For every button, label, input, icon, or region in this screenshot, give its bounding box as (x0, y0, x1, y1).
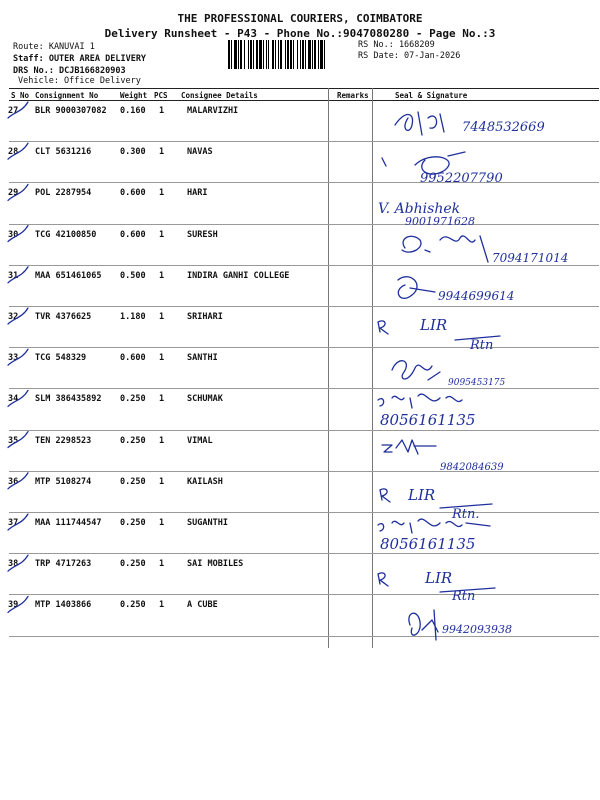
serial-tick-mark (8, 596, 28, 612)
lir-note-38: LIR (425, 569, 453, 587)
row-serial-number: 37 (8, 518, 19, 528)
serial-tick-mark (8, 349, 28, 365)
serial-tick-mark (8, 267, 28, 283)
signature-row-30 (402, 236, 568, 265)
pcs-value: 1 (159, 476, 165, 487)
rs-number: RS No.: 1668209 (358, 40, 435, 50)
pcs-value: 1 (159, 147, 165, 158)
signature-row-28 (382, 152, 503, 186)
phone-note-33: 9095453175 (448, 378, 506, 388)
consignment-number: POL 2287954 (35, 188, 92, 199)
consignment-number: TCG 548329 (35, 353, 87, 364)
phone-note-35: 9842084639 (440, 462, 504, 473)
pcs-value: 1 (159, 600, 165, 611)
consignee-name: A CUBE (187, 600, 218, 611)
consignment-number: MAA 651461065 (35, 270, 102, 281)
consignee-name: SURESH (187, 229, 218, 240)
row-serial-number: 39 (8, 600, 19, 611)
serial-tick-mark (8, 143, 28, 159)
row-serial-number: 29 (8, 188, 19, 199)
consignment-number: TEN 2298523 (35, 435, 92, 446)
signature-row-31 (398, 277, 514, 303)
consignment-number: MTP 1403866 (35, 600, 92, 611)
phone-note-29: 9001971628 (405, 215, 475, 228)
serial-tick-mark (8, 390, 28, 406)
row-serial-number: 32 (8, 312, 19, 322)
weight-value: 0.250 (120, 394, 146, 405)
consignee-name: SANTHI (187, 353, 218, 364)
signature-row-32 (378, 316, 500, 353)
weight-value: 0.160 (120, 106, 146, 116)
weight-value: 0.250 (120, 476, 146, 487)
document-title: THE PROFESSIONAL COURIERS, COIMBATORE (177, 12, 423, 25)
weight-value: 0.250 (120, 600, 146, 611)
row-serial-number: 33 (8, 353, 19, 364)
consignment-number: SLM 386435892 (35, 394, 102, 405)
column-header-sno: S No (11, 91, 30, 100)
signature-row-37 (378, 519, 490, 553)
row-serial-number: 38 (8, 559, 19, 570)
signature-row-36 (380, 486, 492, 522)
serial-tick-mark (8, 432, 28, 448)
row-serial-number: 30 (8, 229, 19, 240)
consignment-number: CLT 5631216 (35, 147, 92, 158)
consignment-number: TVR 4376625 (35, 312, 92, 322)
row-serial-number: 36 (8, 476, 19, 487)
weight-value: 0.300 (120, 147, 146, 158)
consignment-number: TRP 4717263 (35, 559, 92, 570)
weight-value: 0.500 (120, 270, 146, 281)
vehicle-label: Vehicle: Office Delivery (18, 76, 141, 86)
signature-row-29 (378, 201, 475, 228)
serial-tick-mark (8, 308, 28, 324)
pcs-value: 1 (159, 270, 165, 281)
pcs-value: 1 (159, 312, 165, 322)
phone-note-37: 8056161135 (380, 535, 476, 553)
rtn-note-36: Rtn. (452, 507, 480, 522)
phone-note-34: 8056161135 (380, 411, 476, 429)
serial-tick-mark (8, 226, 28, 242)
drs-number: DRS No.: DCJB166820903 (13, 66, 126, 76)
runsheet-subtitle: Delivery Runsheet - P43 - Phone No.:9047080280 - Page No.:3 (104, 27, 496, 40)
consignment-number: MTP 5108274 (35, 476, 92, 487)
row-serial-number: 31 (8, 270, 19, 281)
signature-name-29: V. Abhishek (378, 201, 461, 217)
signature-row-35 (382, 440, 504, 473)
pcs-value: 1 (159, 353, 165, 364)
column-header-weight: Weight (120, 91, 148, 100)
consignee-name: KAILASH (187, 476, 223, 487)
weight-value: 0.250 (120, 518, 146, 528)
column-header-remarks: Remarks (337, 91, 369, 100)
row-serial-number: 28 (8, 147, 19, 158)
pcs-value: 1 (159, 188, 165, 199)
weight-value: 0.250 (120, 559, 146, 570)
phone-note-31: 9944699614 (438, 289, 515, 303)
weight-value: 0.600 (120, 188, 146, 199)
weight-value: 1.180 (120, 312, 146, 322)
column-header-consignee: Consignee Details (181, 91, 258, 100)
consignee-name: NAVAS (187, 147, 213, 158)
pcs-value: 1 (159, 229, 165, 240)
consignee-name: VIMAL (187, 435, 213, 446)
weight-value: 0.250 (120, 435, 146, 446)
phone-note-30: 7094171014 (492, 251, 569, 265)
serial-tick-mark (8, 102, 28, 118)
signature-row-34 (378, 394, 475, 429)
consignment-number: TCG 42100850 (35, 229, 97, 240)
staff-label: Staff: OUTER AREA DELIVERY (13, 54, 147, 64)
signature-row-27 (395, 112, 545, 135)
signature-row-38 (378, 569, 495, 604)
pcs-value: 1 (159, 435, 165, 446)
consignee-name: HARI (187, 188, 208, 199)
column-header-signature: Seal & Signature (395, 91, 468, 100)
rs-date: RS Date: 07-Jan-2026 (358, 51, 461, 61)
consignee-name: SCHUMAK (187, 394, 223, 405)
row-serial-number: 34 (8, 394, 19, 405)
serial-tick-mark (8, 184, 28, 200)
lir-note-32: LIR (420, 316, 448, 334)
consignee-name: MALARVIZHI (187, 106, 239, 116)
weight-value: 0.600 (120, 353, 146, 364)
lir-note-36: LIR (408, 486, 436, 504)
column-header-pcs: PCS (154, 91, 168, 100)
signature-row-39 (409, 610, 512, 640)
row-serial-number: 27 (8, 106, 19, 116)
column-header-consignment: Consignment No (35, 91, 99, 100)
phone-note-28: 9952207790 (420, 171, 503, 186)
pcs-value: 1 (159, 106, 165, 116)
consignee-name: SUGANTHI (187, 518, 228, 528)
weight-value: 0.600 (120, 229, 146, 240)
route-label: Route: KANUVAI 1 (13, 42, 95, 52)
pcs-value: 1 (159, 394, 165, 405)
phone-note-27: 7448532669 (462, 120, 545, 135)
rtn-note-32: Rtn (470, 338, 494, 353)
rtn-note-38: Rtn (452, 589, 476, 604)
consignee-name: INDIRA GANHI COLLEGE (187, 270, 290, 281)
phone-note-39: 9942093938 (442, 623, 512, 636)
consignment-number: MAA 111744547 (35, 518, 102, 528)
consignment-number: BLR 9000307082 (35, 106, 107, 116)
serial-tick-mark (8, 473, 28, 489)
row-serial-number: 35 (8, 435, 19, 446)
serial-tick-mark (8, 514, 28, 530)
consignee-name: SAI MOBILES (187, 559, 244, 570)
consignee-name: SRIHARI (187, 312, 223, 322)
pcs-value: 1 (159, 559, 165, 570)
serial-tick-mark (8, 555, 28, 571)
signature-row-33 (392, 361, 506, 388)
pcs-value: 1 (159, 518, 165, 528)
